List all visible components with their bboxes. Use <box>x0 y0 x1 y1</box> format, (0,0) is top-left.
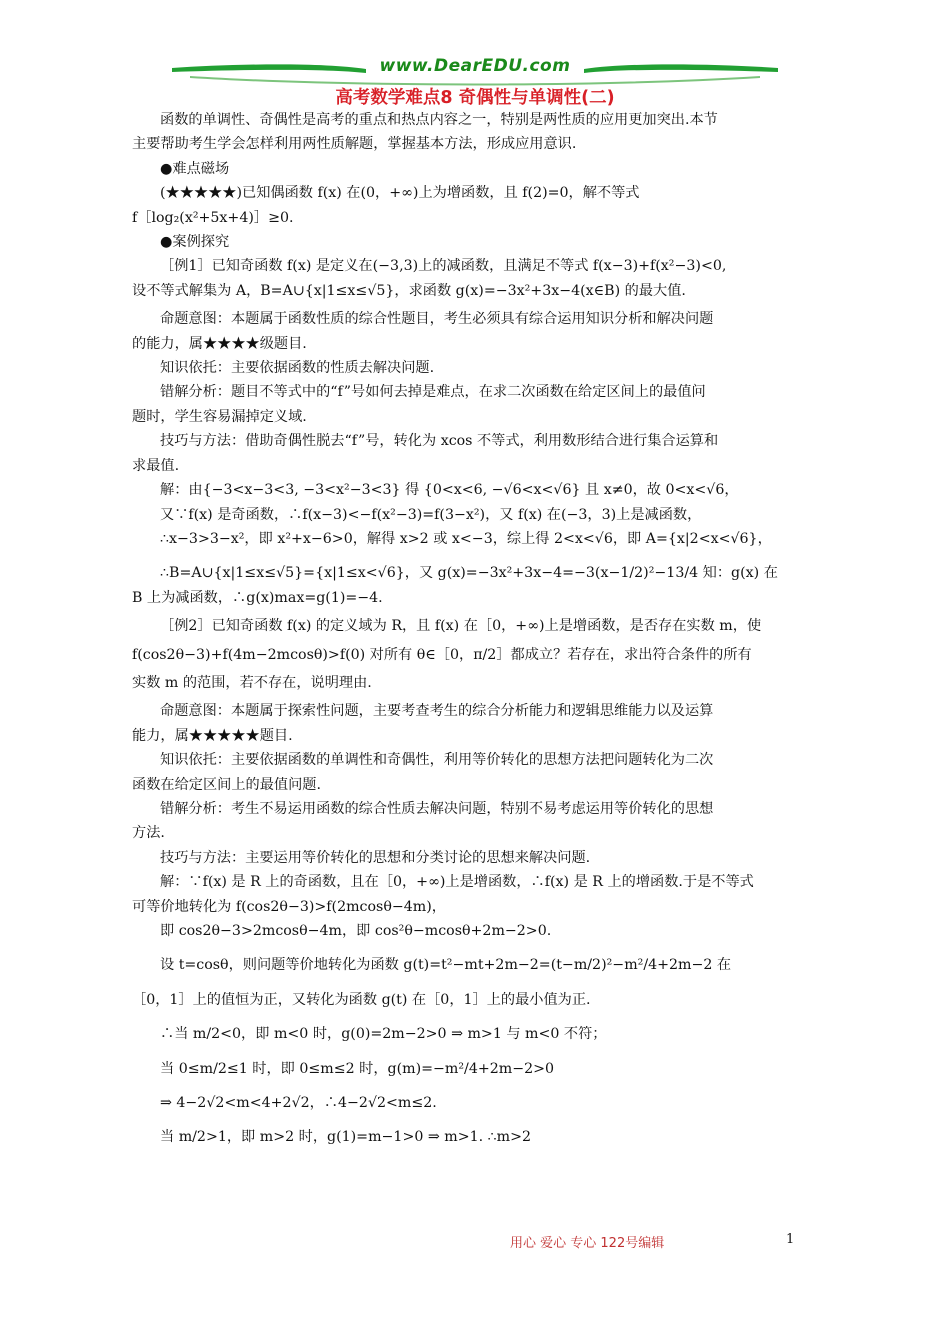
page-number: 1 <box>786 1232 795 1247</box>
text-line: 技巧与方法：借助奇偶性脱去“f”号，转化为 xcos 不等式，利用数形结合进行集合运算和 <box>160 433 719 450</box>
text-line: 命题意图：本题属于探索性问题，主要考查考生的综合分析能力和逻辑思维能力以及运算 <box>160 703 714 720</box>
text-line: 即 cos2θ−3>2mcosθ−4m，即 cos²θ−mcosθ+2m−2>0. <box>160 923 552 939</box>
text-line: 解：由{−3<x−3<3, −3<x²−3<3} 得 {0<x<6, −√6<x<√6} 且 x≠0，故 0<x<√6， <box>160 482 739 499</box>
text-line: ［例2］已知奇函数 f(x) 的定义域为 R，且 f(x) 在［0，+∞)上是增函数，是否存在实数 m，使 <box>160 618 762 635</box>
text-line: 错解分析：题目不等式中的“f”号如何去掉是难点，在求二次函数在给定区间上的最值问 <box>160 384 706 401</box>
text-line: (★★★★★)已知偶函数 f(x) 在(0，+∞)上为增函数，且 f(2)=0，解不等式 <box>160 185 640 202</box>
document-title: 高考数学难点8 奇偶性与单调性(二) <box>335 88 615 108</box>
footer-note: 用心 爱心 专心 122号编辑 <box>510 1236 665 1251</box>
text-line: 当 m/2>1，即 m>2 时，g(1)=m−1>0 ⇒ m>1. ∴m>2 <box>160 1129 532 1146</box>
text-line: 实数 m 的范围，若不存在，说明理由. <box>132 674 372 691</box>
text-line: 又∵f(x) 是奇函数，∴f(x−3)<−f(x²−3)=f(3−x²)，又 f(x) 在(−3，3)上是减函数， <box>160 506 702 523</box>
header-site-text: www.DearEDU.com <box>379 56 571 76</box>
text-line: f［log₂(x²+5x+4)］≥0. <box>132 209 294 226</box>
section-heading: ●案例探究 <box>160 234 230 251</box>
text-line: 当 0≤m/2≤1 时，即 0≤m≤2 时，g(m)=−m²/4+2m−2>0 <box>160 1060 555 1077</box>
document-body <box>132 108 822 1150</box>
text-line: 错解分析：考生不易运用函数的综合性质去解决问题，特别不易考虑运用等价转化的思想 <box>160 800 714 817</box>
text-line: 能力，属★★★★★题目. <box>132 727 293 744</box>
text-line: ∴当 m/2<0，即 m<0 时，g(0)=2m−2>0 ⇒ m>1 与 m<0 不符； <box>160 1026 607 1043</box>
text-line: ∴B=A∪{x|1≤x≤√5}={x|1≤x<√6}，又 g(x)=−3x²+3x−4=−3(x−1/2)²−13/4 知：g(x) 在 <box>160 565 778 582</box>
text-line: 解：∵f(x) 是 R 上的奇函数，且在［0，+∞)上是增函数，∴f(x) 是 R 上的增函数.于是不等式 <box>160 874 754 891</box>
text-line: 设不等式解集为 A，B=A∪{x|1≤x≤√5}，求函数 g(x)=−3x²+3x−4(x∈B) 的最大值. <box>132 282 686 299</box>
text-line: 函数在给定区间上的最值问题. <box>132 776 321 793</box>
text-line: 的能力，属★★★★级题目. <box>132 335 307 352</box>
text-line: 设 t=cosθ，则问题等价地转化为函数 g(t)=t²−mt+2m−2=(t−m/2)²−m²/4+2m−2 在 <box>160 957 732 974</box>
header-banner <box>170 52 780 86</box>
text-line: ⇒ 4−2√2<m<4+2√2，∴4−2√2<m≤2. <box>160 1095 437 1112</box>
text-line: 技巧与方法：主要运用等价转化的思想和分类讨论的思想来解决问题. <box>160 849 591 866</box>
text-line: 可等价地转化为 f(cos2θ−3)>f(2mcosθ−4m)， <box>132 898 446 915</box>
section-heading: ●难点磁场 <box>160 160 230 177</box>
text-line: f(cos2θ−3)+f(4m−2mcosθ)>f(0) 对所有 θ∈［0，π/2］都成立？若存在，求出符合条件的所有 <box>132 646 752 663</box>
text-line: 求最值. <box>132 457 180 474</box>
text-line: 知识依托：主要依据函数的单调性和奇偶性，利用等价转化的思想方法把问题转化为二次 <box>160 752 714 769</box>
text-line: 知识依托：主要依据函数的性质去解决问题. <box>160 360 435 377</box>
text-line: B 上为减函数，∴g(x)max=g(1)=−4. <box>132 589 383 606</box>
text-line: 命题意图：本题属于函数性质的综合性题目，考生必须具有综合运用知识分析和解决问题 <box>160 311 714 328</box>
text-line: 函数的单调性、奇偶性是高考的重点和热点内容之一，特别是两性质的应用更加突出.本节 <box>160 112 718 128</box>
text-line: ［例1］已知奇函数 f(x) 是定义在(−3,3)上的减函数，且满足不等式 f(x−3)+f(x²−3)<0, <box>160 258 727 275</box>
text-line: ∴x−3>3−x²，即 x²+x−6>0，解得 x>2 或 x<−3，综上得 2<x<√6，即 A={x|2<x<√6}， <box>160 530 772 547</box>
text-line: 主要帮助考生学会怎样利用两性质解题，掌握基本方法，形成应用意识. <box>132 136 577 153</box>
text-line: 题时，学生容易漏掉定义域. <box>132 408 307 425</box>
text-line: 方法. <box>132 825 165 842</box>
text-line: ［0，1］上的值恒为正，又转化为函数 g(t) 在［0，1］上的最小值为正. <box>132 991 591 1008</box>
